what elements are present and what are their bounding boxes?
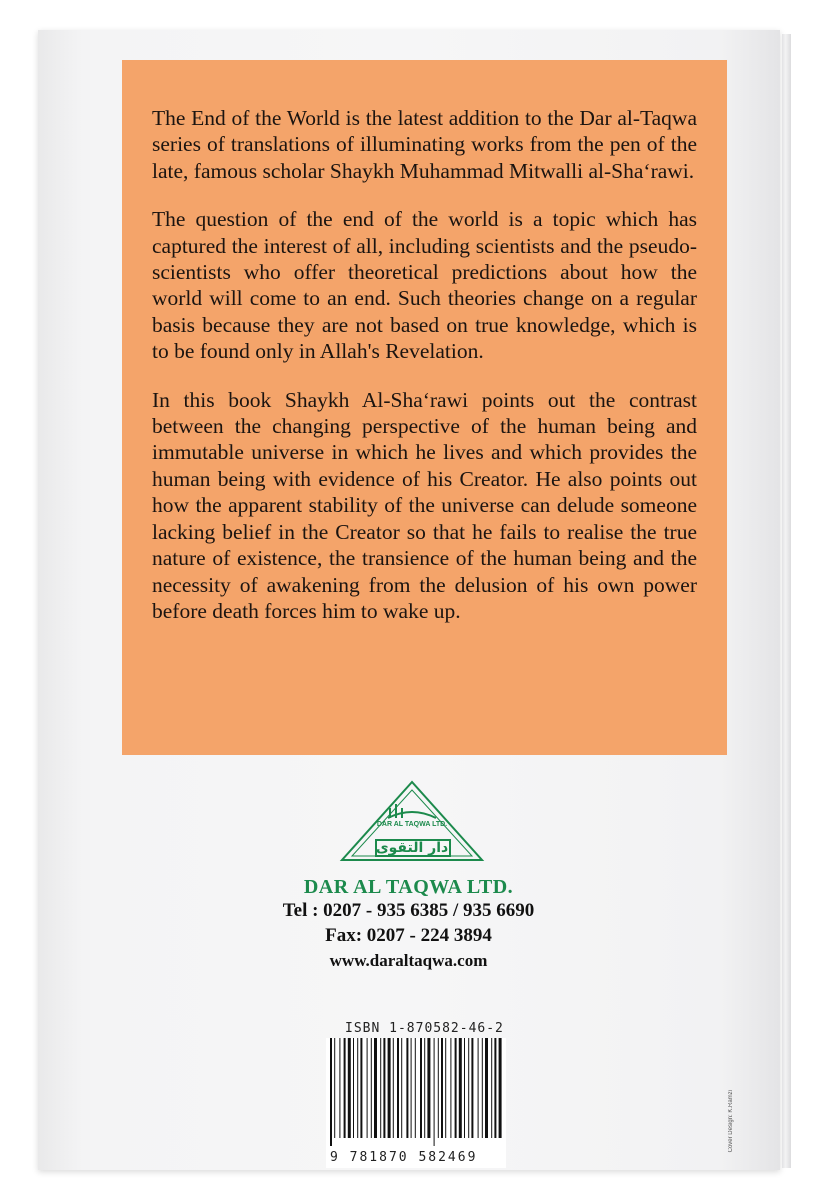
barcode-bar <box>471 1038 473 1138</box>
barcode <box>326 1038 506 1168</box>
barcode-bar <box>494 1038 496 1138</box>
logo-arabic-text: دار التقوى <box>375 840 449 856</box>
isbn-label: ISBN 1-870582-46-2 <box>345 1021 504 1036</box>
barcode-bar <box>360 1038 362 1138</box>
mosque-logo-icon <box>330 778 495 873</box>
barcode-bar <box>455 1038 457 1138</box>
barcode-bar <box>374 1038 377 1138</box>
barcode-bar <box>485 1038 488 1138</box>
barcode-bar <box>445 1038 446 1138</box>
barcode-bar <box>353 1038 354 1138</box>
barcode-bar <box>401 1038 402 1138</box>
barcode-bar <box>393 1038 394 1138</box>
barcode-bar <box>406 1038 408 1138</box>
barcode-bar <box>482 1038 483 1138</box>
barcode-bar <box>383 1038 385 1138</box>
barcode-number: 9 781870 582469 <box>330 1150 478 1165</box>
barcode-bar <box>434 1038 435 1146</box>
barcode-bar <box>450 1038 451 1138</box>
barcode-bar <box>348 1038 351 1138</box>
barcode-bar <box>427 1038 430 1138</box>
barcode-bar <box>397 1038 399 1138</box>
publisher-name: DAR AL TAQWA LTD. <box>303 876 514 898</box>
barcode-bar <box>464 1038 465 1138</box>
logo-text: DAR AL TAQWA LTD. <box>376 821 448 828</box>
barcode-bar <box>438 1038 439 1138</box>
barcode-bar <box>424 1038 425 1138</box>
barcode-bar <box>357 1038 358 1138</box>
barcode-bar <box>441 1038 443 1138</box>
barcode-bar <box>371 1038 372 1138</box>
description-paragraph-1: The End of the World is the latest addition to the Dar al-Taqwa series of translations of illuminating works from the pen of the late, famous scholar Shaykh Muhammad Mitwalli al-Sha‘rawi. <box>152 106 697 183</box>
barcode-bar <box>468 1038 469 1138</box>
barcode-bar <box>367 1038 368 1138</box>
barcode-bar <box>420 1038 422 1138</box>
description-panel <box>122 60 727 755</box>
publisher-telephone: Tel : 0207 - 935 6385 / 935 6690 <box>282 900 535 921</box>
barcode-bar <box>388 1038 391 1138</box>
barcode-bar <box>411 1038 412 1138</box>
book-spine-edge <box>782 34 791 1168</box>
barcode-bar <box>380 1038 381 1138</box>
barcode-bar <box>415 1038 416 1138</box>
barcode-bar <box>459 1038 462 1138</box>
publisher-website: www.daraltaqwa.com <box>329 951 488 970</box>
publisher-fax: Fax: 0207 - 224 3894 <box>325 925 492 946</box>
barcode-bars-icon <box>326 1038 506 1148</box>
barcode-bar <box>344 1038 346 1138</box>
description-paragraph-2: The question of the end of the world is a topic which has captured the interest of all, including scientists and the pseudo-scientists who offer theoretical predictions about how the world will come to an end. Such theories change on a regular basis because they are not based on true knowledge, which is to be found only in Allah's Revelation. <box>152 207 697 364</box>
barcode-bar <box>491 1038 492 1138</box>
barcode-bar <box>330 1038 332 1146</box>
cover-design-credit: Cover Design: K.Ramzi <box>728 1090 734 1153</box>
publisher-logo <box>330 778 495 873</box>
barcode-bar <box>478 1038 479 1138</box>
barcode-bar <box>499 1038 502 1138</box>
barcode-bar <box>339 1038 340 1138</box>
barcode-bar <box>334 1038 335 1138</box>
description-paragraph-3: In this book Shaykh Al-Sha‘rawi points out the contrast between the changing perspective of the human being and immutable universe in which he lives and which provides the human being with evidence of his Creator. He also points out how the apparent stability of the universe can delude someone lacking belief in the Creator so that he fails to realise the true nature of existence, the transience of the human being and the necessity of awakening from the delusion of his own power before death forces him to wake up. <box>152 387 697 623</box>
